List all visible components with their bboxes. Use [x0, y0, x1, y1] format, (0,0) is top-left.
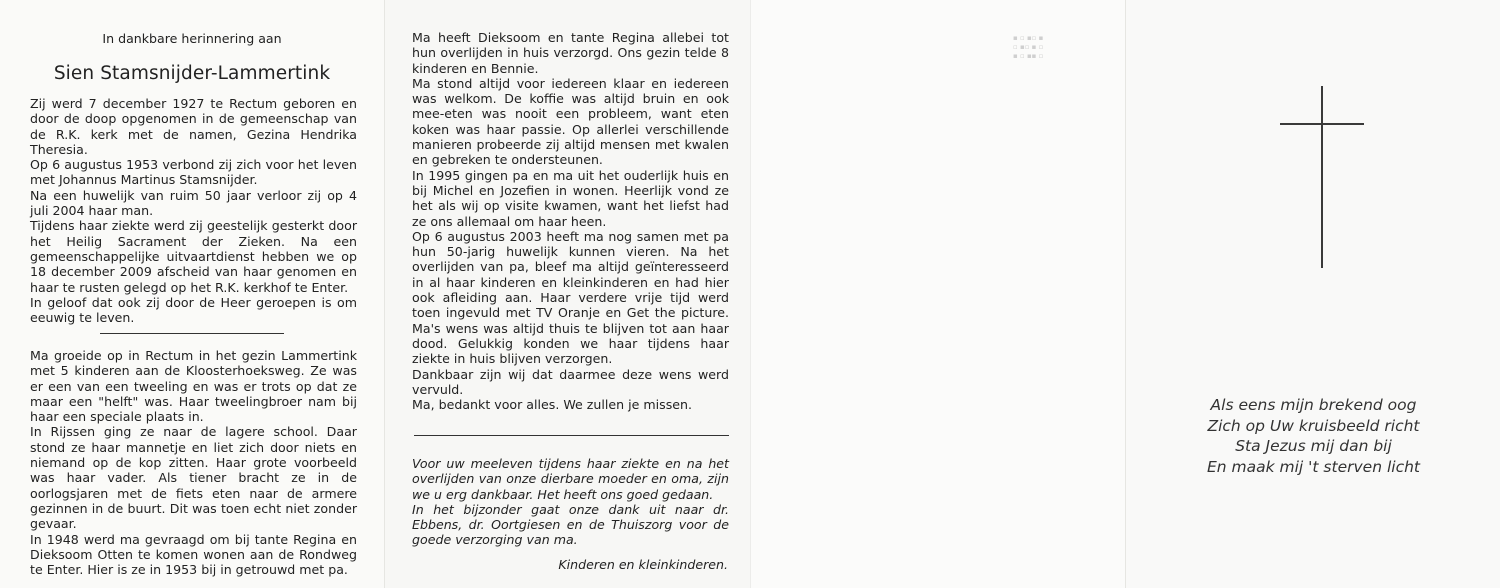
biography-section-2 [30, 348, 357, 577]
signature: Kinderen en kleinkinderen. [558, 557, 728, 572]
memorial-verse [1126, 395, 1500, 477]
bio-paragraph: Op 6 augustus 2003 heeft ma nog samen met pa hun 50-jarig huwelijk kunnen vieren. Na het overlijden van pa, bleef ma altijd geïnteresseerd in al haar kinderen en kleinkinderen en had hier ook afleiding aan. Haar verdere vrije tijd werd toen ingevuld met TV Oranje en Get the picture. Ma's wens was altijd thuis te blijven tot aan haar dood. Gelukkig konden we haar tijdens haar ziekte in huis blijven verzorgen. [412, 228, 729, 367]
thanks-note [412, 456, 729, 548]
verse-line: En maak mij 't sterven licht [1206, 457, 1420, 476]
divider-line [100, 333, 284, 334]
thanks-paragraph: Voor uw meeleven tijdens haar ziekte en na het overlijden van onze dierbare moeder en oma, zijn we u erg dankbaar. Het heeft ons goed gedaan. [412, 456, 729, 502]
bio-paragraph: In Rijssen ging ze naar de lagere school. Daar stond ze haar mannetje en liet zich door niets en niemand op de kop zitten. Haar grote voorbeeld was haar vader. Als tiener bracht ze in de oorlogsjaren met de fiets eten naar de armere gezinnen in de buurt. Dit was toen echt niet zonder gevaar. [30, 424, 357, 532]
thanks-paragraph: In het bijzonder gaat onze dank uit naar dr. Ebbens, dr. Oortgiesen en de Thuiszorg voor de goede verzorging van ma. [412, 501, 729, 548]
divider-line [414, 435, 729, 436]
bio-paragraph: Na een huwelijk van ruim 50 jaar verloor zij op 4 juli 2004 haar man. [30, 187, 357, 219]
bleed-through-marks: ▪ ▫ ▪▫ ▪ ▫ ▪▫ ▪ ▫ ▪ ▫ ▪▪ ▫ [1013, 34, 1044, 60]
biography-section-1 [30, 96, 357, 325]
bio-paragraph: Ma stond altijd voor iedereen klaar en iedereen was welkom. De koffie was altijd bruin en ook mee-eten was nooit een probleem, want eten koken was haar passie. Op allerlei verschillende manieren probeerde zij altijd mensen met kwalen en gebreken te ondersteunen. [412, 75, 729, 168]
biography-continued [412, 30, 729, 412]
bio-paragraph: Ma, bedankt voor alles. We zullen je missen. [412, 397, 692, 413]
cross-icon [1126, 0, 1500, 588]
bio-paragraph: Dankbaar zijn wij dat daarmee deze wens werd vervuld. [412, 366, 729, 397]
right-panel [1125, 0, 1500, 588]
left-panel [0, 0, 384, 588]
bio-paragraph: Tijdens haar ziekte werd zij geestelijk gesterkt door het Heilig Sacrament der Zieken. Na een gemeenschappelijke uitvaartdienst hebben we op 18 december 2009 afscheid van haar genomen en haar te rusten gelegd op het R.K. kerkhof te Enter. [30, 218, 357, 295]
verse-line: Zich op Uw kruisbeeld richt [1207, 416, 1420, 435]
bio-paragraph: In 1948 werd ma gevraagd om bij tante Regina en Dieksoom Otten te komen wonen aan de Rondweg te Enter. Hier is ze in 1953 bij in getrouwd met pa. [30, 531, 357, 578]
middle-panel [384, 0, 750, 588]
bio-paragraph: Ma groeide op in Rectum in het gezin Lammertink met 5 kinderen aan de Kloosterhoeksweg. Ze was er een van een tweeling en was er trots op dat ze maar een "helft" was. Haar tweelingbroer nam bij haar een speciale plaats in. [30, 348, 357, 425]
verse-line: Sta Jezus mij dan bij [1235, 437, 1392, 455]
bio-paragraph: Ma heeft Dieksoom en tante Regina allebei tot hun overlijden in huis verzorgd. Ons gezin telde 8 kinderen en Bennie. [412, 30, 729, 76]
deceased-name: Sien Stamsnijder-Lammertink [53, 63, 331, 84]
dedication-heading: In dankbare herinnering aan [102, 31, 282, 46]
bio-paragraph: Op 6 augustus 1953 verbond zij zich voor het leven met Johannus Martinus Stamsnijder. [30, 157, 357, 188]
bio-paragraph: Zij werd 7 december 1927 te Rectum geboren en door de doop opgenomen in de gemeenschap van de R.K. kerk met de namen, Gezina Hendrika Theresia. [30, 96, 357, 157]
verse-line: Als eens mijn brekend oog [1210, 396, 1417, 414]
bio-paragraph: In 1995 gingen pa en ma uit het ouderlijk huis en bij Michel en Jozefien in wonen. Heerlijk vond ze het als wij op visite kwamen, want het liefst had ze ons allemaal om haar heen. [412, 167, 729, 229]
blank-panel [750, 0, 1125, 588]
bio-paragraph: In geloof dat ook zij door de Heer geroepen is om eeuwig te leven. [30, 294, 357, 326]
